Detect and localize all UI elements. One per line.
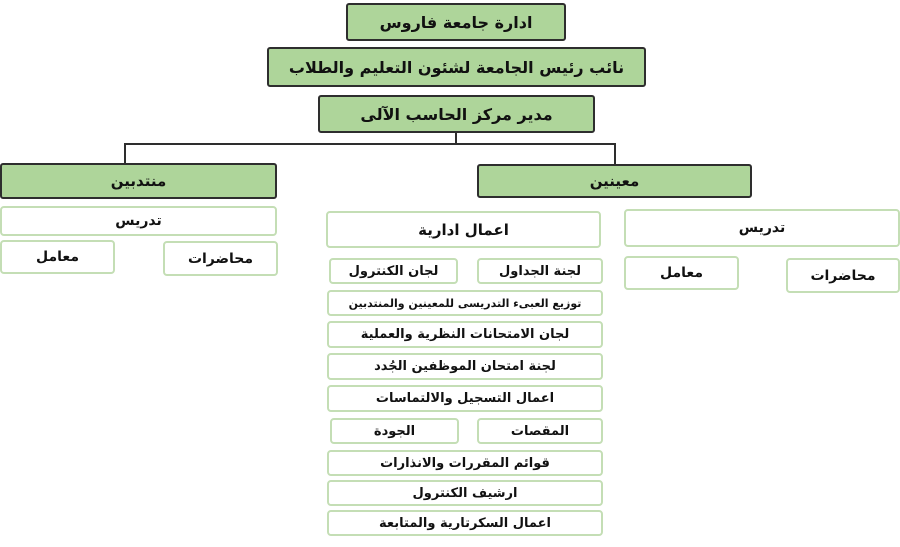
appointed-lectures-box: محاضرات: [786, 258, 900, 293]
university-admin-box: ادارة جامعة فاروس: [346, 3, 566, 41]
vice-president-box: نائب رئيس الجامعة لشئون التعليم والطلاب: [267, 47, 646, 87]
quality-box: الجودة: [330, 418, 459, 444]
control-committees-box: لجان الكنترول: [329, 258, 458, 284]
center-director-box: مدير مركز الحاسب الآلى: [318, 95, 595, 133]
teaching-load-box: توزيع العبىء التدريسى للمعينين والمنتدبين: [327, 290, 603, 316]
delegated-lectures-box: محاضرات: [163, 241, 278, 276]
course-lists-box: قوائم المقررات والانذارات: [327, 450, 603, 476]
delegated-labs-box: معامل: [0, 240, 115, 274]
delegated-box: منتدبين: [0, 163, 277, 199]
registration-box: اعمال التسجيل والالتماسات: [327, 385, 603, 412]
admin-work-box: اعمال ادارية: [326, 211, 601, 248]
tables-committee-box: لجنة الجداول: [477, 258, 603, 284]
connector-to-appointed: [614, 143, 616, 164]
exam-committees-box: لجان الامتحانات النظرية والعملية: [327, 321, 603, 348]
connector-branch-horizontal: [124, 143, 616, 145]
connector-to-delegated: [124, 143, 126, 163]
appointed-labs-box: معامل: [624, 256, 739, 290]
new-staff-exam-box: لجنة امتحان الموظفين الجُدد: [327, 353, 603, 380]
classrooms-box: المقصات: [477, 418, 603, 444]
secretarial-box: اعمال السكرتارية والمتابعة: [327, 510, 603, 536]
appointed-box: معينين: [477, 164, 752, 198]
delegated-teaching-box: تدريس: [0, 206, 277, 236]
control-archive-box: ارشيف الكنترول: [327, 480, 603, 506]
appointed-teaching-box: تدريس: [624, 209, 900, 247]
